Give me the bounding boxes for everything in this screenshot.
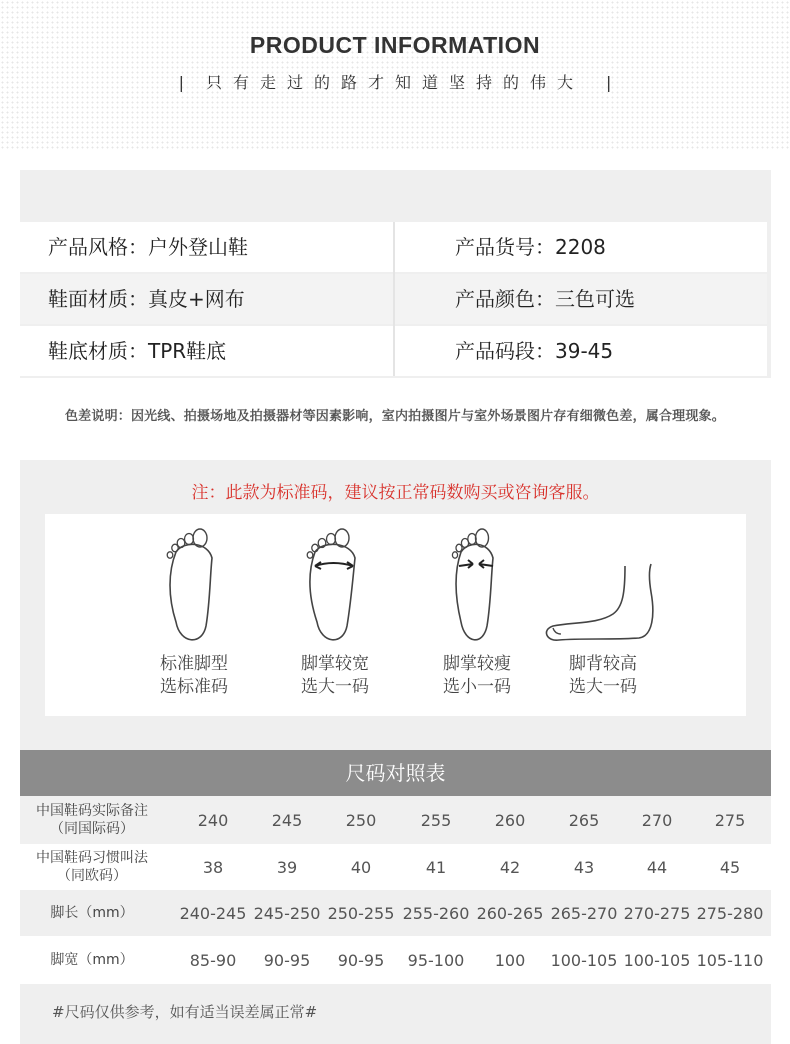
table-cell: 260-265 (476, 903, 544, 923)
table-cell: 255-260 (402, 903, 470, 923)
table-cell: 90-95 (263, 950, 311, 970)
row-header-line1: 脚宽（mm） (50, 952, 134, 968)
table-cell: 250 (345, 810, 377, 830)
product-sku: 产品货号：2208 (455, 235, 606, 259)
table-cell: 38 (202, 857, 224, 877)
row-header-line1: 脚长（mm） (50, 905, 134, 921)
table-cell: 45 (719, 857, 741, 877)
table-cell: 265 (568, 810, 600, 830)
size-range: 产品码段：39-45 (455, 339, 614, 363)
product-style: 产品风格：户外登山鞋 (48, 235, 248, 259)
slogan-text: 只有走过的路才知道坚持的伟大 (205, 73, 584, 92)
table-cell: 245 (271, 810, 303, 830)
foot-high-instep (543, 522, 663, 699)
foot-wide (275, 522, 395, 699)
foot-label-line2: 选小一码 (443, 677, 511, 697)
foot-standard (134, 522, 254, 699)
table-cell: 43 (573, 857, 595, 877)
table-cell: 245-250 (253, 903, 321, 923)
table-cell: 265-270 (550, 903, 618, 923)
standard-foot-icon (154, 522, 234, 647)
row-header (20, 844, 164, 890)
size-chart-title: 尺码对照表 (20, 750, 771, 796)
table-cell: 275-280 (696, 903, 764, 923)
foot-label-line2: 选标准码 (160, 677, 228, 697)
foot-narrow (417, 522, 537, 699)
table-cell: 95-100 (407, 950, 465, 970)
row-header-line1: 中国鞋码实际备注 (36, 803, 148, 819)
table-cell: 39 (276, 857, 298, 877)
slogan (0, 70, 790, 93)
product-info-panel (20, 170, 771, 378)
table-cell: 40 (350, 857, 372, 877)
table-cell: 240-245 (179, 903, 247, 923)
table-row (20, 890, 771, 936)
size-footnote-panel (20, 984, 771, 1044)
foot-label-line1: 脚掌较瘦 (443, 654, 511, 674)
high-instep-foot-icon (543, 522, 663, 647)
table-cell: 100-105 (550, 950, 618, 970)
narrow-foot-icon (437, 522, 517, 647)
size-footnote: #尺码仅供参考，如有适当误差属正常# (52, 1003, 318, 1021)
table-cell: 105-110 (696, 950, 764, 970)
table-cell: 41 (425, 857, 447, 877)
table-row (20, 844, 771, 890)
foot-label-line1: 标准脚型 (160, 654, 228, 674)
table-cell: 240 (197, 810, 229, 830)
table-cell: 100-105 (623, 950, 691, 970)
header-banner (0, 0, 790, 150)
table-cell: 270 (641, 810, 673, 830)
table-row (20, 796, 771, 844)
foot-label-line1: 脚掌较宽 (301, 654, 369, 674)
sole-material: 鞋底材质：TPR鞋底 (48, 339, 227, 363)
slogan-left-bar: | (178, 73, 184, 92)
row-header (20, 796, 164, 844)
size-guide-panel (20, 460, 771, 750)
row-header (20, 890, 164, 936)
product-color: 产品颜色：三色可选 (455, 287, 635, 311)
size-warning: 注：此款为标准码，建议按正常码数购买或咨询客服。 (191, 483, 600, 503)
wide-foot-icon (295, 522, 375, 647)
table-cell: 275 (714, 810, 746, 830)
row-header (20, 936, 164, 984)
table-row (20, 936, 771, 984)
table-cell: 255 (420, 810, 452, 830)
table-cell: 42 (499, 857, 521, 877)
table-cell: 250-255 (327, 903, 395, 923)
foot-label-line2: 选大一码 (301, 677, 369, 697)
foot-label-line2: 选大一码 (569, 677, 637, 697)
column-divider (393, 222, 395, 376)
table-cell: 270-275 (623, 903, 691, 923)
row-header-line1: 中国鞋码习惯叫法 (36, 850, 148, 866)
page-title: PRODUCT INFORMATION (249, 32, 541, 58)
table-cell: 100 (494, 950, 526, 970)
table-cell: 260 (494, 810, 526, 830)
table-cell: 90-95 (337, 950, 385, 970)
color-difference-note: 色差说明：因光线、拍摄场地及拍摄器材等因素影响，室内拍摄图片与室外场景图片存有细微色差，属合理现象。 (64, 409, 725, 424)
foot-shape-guide (45, 514, 746, 716)
table-cell: 85-90 (189, 950, 237, 970)
table-cell: 44 (646, 857, 668, 877)
slogan-right-bar: | (606, 73, 612, 92)
row-header-line2: （同欧码） (57, 868, 127, 884)
row-header-line2: （同国际码） (50, 821, 134, 837)
upper-material: 鞋面材质：真皮+网布 (48, 287, 245, 311)
foot-label-line1: 脚背较高 (569, 654, 637, 674)
